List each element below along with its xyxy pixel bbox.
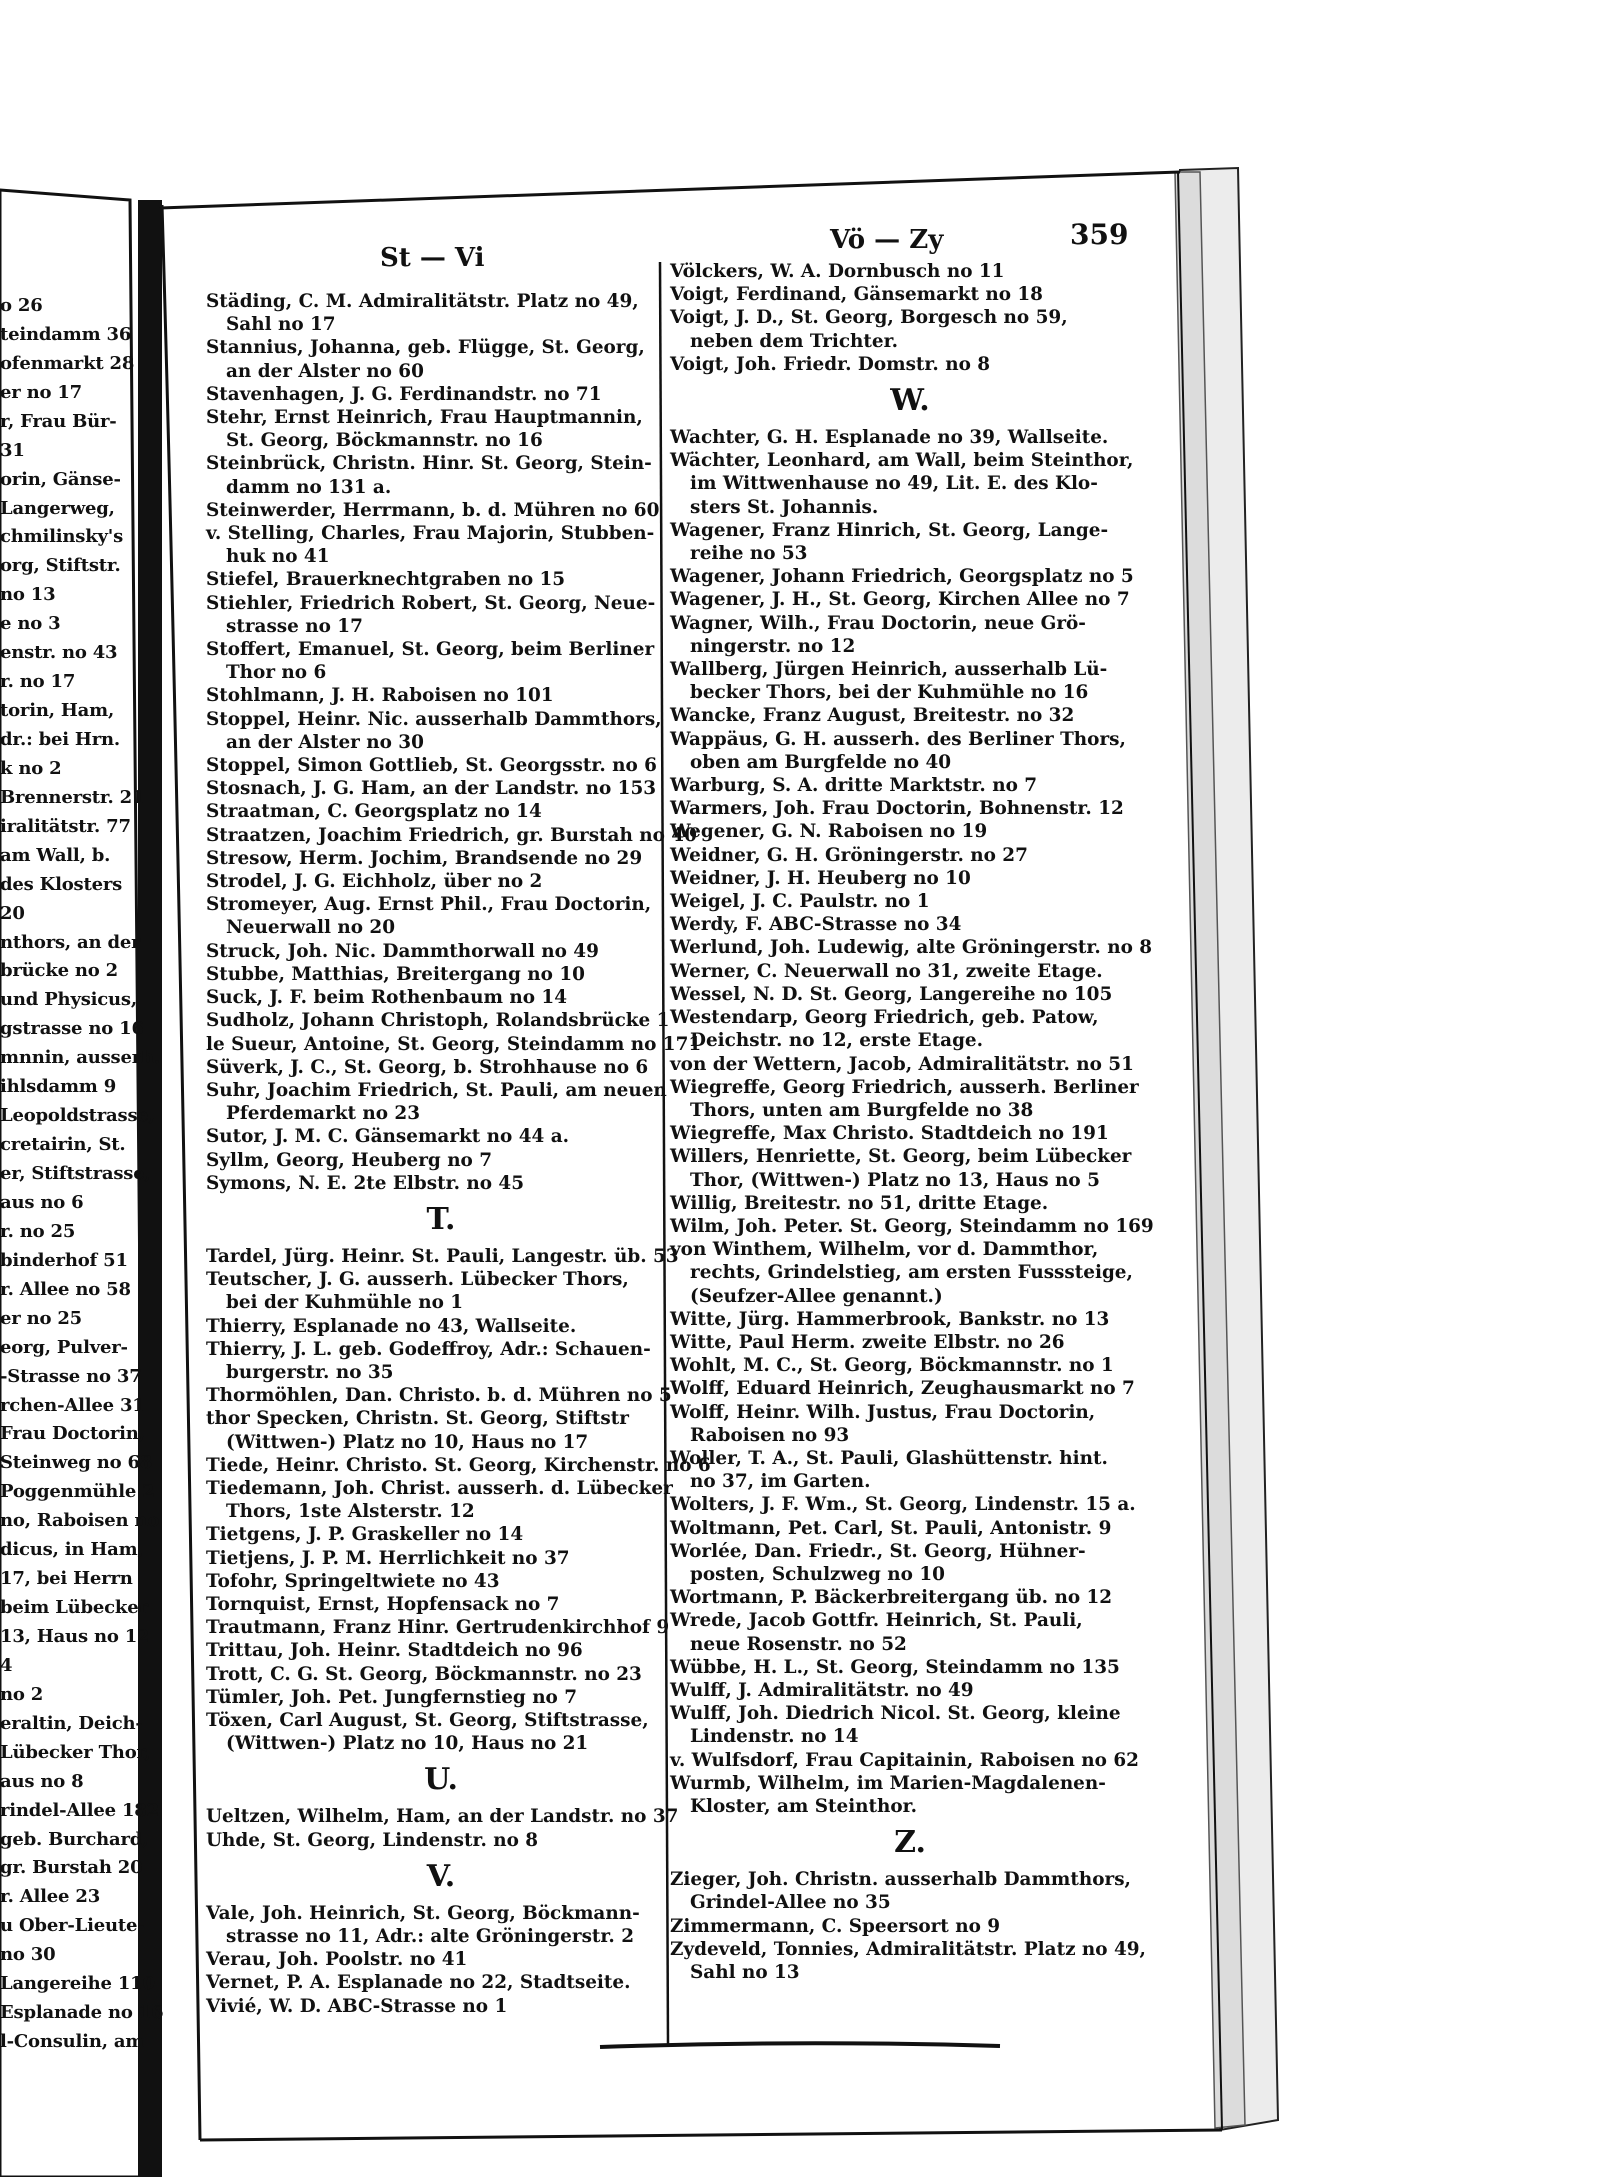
facing-page-fragment: chmilinsky's [0, 526, 124, 548]
directory-entry: Ueltzen, Wilhelm, Ham, an der Landstr. no 37 [206, 1806, 679, 1828]
entry-continuation: becker Thors, bei der Kuhmühle no 16 [690, 682, 1089, 704]
directory-entry: Wancke, Franz August, Breitestr. no 32 [670, 705, 1075, 727]
facing-page-fragment: rindel-Allee 182 [0, 1799, 159, 1821]
directory-entry: Tornquist, Ernst, Hopfensack no 7 [206, 1593, 560, 1615]
directory-entry: Voigt, Joh. Friedr. Domstr. no 8 [670, 353, 991, 375]
directory-entry: Tümler, Joh. Pet. Jungfernstieg no 7 [206, 1686, 578, 1708]
facing-page-fragment: aus no 6 [0, 1191, 84, 1213]
facing-page-fragment: Langerweg, [0, 497, 115, 519]
directory-entry: Warmers, Joh. Frau Doctorin, Bohnenstr. 12 [670, 798, 1124, 820]
directory-entry: Werlund, Joh. Ludewig, alte Gröningerstr. no 8 [670, 937, 1153, 959]
facing-page-fragment: o 26 [0, 295, 43, 316]
facing-page-fragment: org, Stiftstr. [0, 555, 121, 577]
directory-entry: Tofohr, Springeltwiete no 43 [206, 1570, 500, 1592]
page-curl-left [162, 205, 200, 2140]
section-letter-heading: V. [426, 1858, 456, 1894]
directory-entry: Wegener, G. N. Raboisen no 19 [670, 821, 988, 843]
entry-continuation: rechts, Grindelstieg, am ersten Fusssteige, [690, 1262, 1133, 1284]
directory-entry: Zimmermann, C. Speersort no 9 [670, 1915, 1001, 1937]
directory-entry: Tietjens, J. P. M. Herrlichkeit no 37 [206, 1547, 570, 1569]
directory-entry: Sutor, J. M. C. Gänsemarkt no 44 a. [206, 1126, 570, 1148]
directory-entry: Wulff, J. Admiralitätstr. no 49 [670, 1679, 974, 1701]
entry-continuation: St. Georg, Böckmannstr. no 16 [226, 430, 543, 452]
facing-page-fragment: no 13 [0, 584, 56, 606]
directory-entry: Vernet, P. A. Esplanade no 22, Stadtseite. [206, 1972, 631, 1994]
directory-entry: Tardel, Jürg. Heinr. St. Pauli, Langestr. üb. 53 [206, 1245, 679, 1267]
directory-entry: Werdy, F. ABC-Strasse no 34 [670, 914, 962, 936]
directory-entry: Voigt, Ferdinand, Gänsemarkt no 18 [670, 284, 1043, 306]
directory-entry: Wübbe, H. L., St. Georg, Steindamm no 135 [670, 1656, 1120, 1678]
facing-page-fragment: 31 [0, 439, 25, 461]
directory-entry: Straatman, C. Georgsplatz no 14 [206, 801, 542, 823]
facing-page-fragment: beim Lübecker [0, 1597, 148, 1619]
directory-entry: Wulff, Joh. Diedrich Nicol. St. Georg, kleine [670, 1703, 1121, 1725]
directory-entry: Töxen, Carl August, St. Georg, Stiftstrasse, [206, 1709, 649, 1731]
entry-continuation: ningerstr. no 12 [690, 635, 856, 657]
directory-entry: Steinbrück, Christn. Hinr. St. Georg, Stein- [206, 453, 652, 475]
facing-page-fragment: enstr. no 43 [0, 642, 118, 664]
facing-page-fragment: ihlsdamm 9 [0, 1076, 117, 1098]
directory-entry: Stannius, Johanna, geb. Flügge, St. Georg, [206, 337, 645, 359]
directory-entry: Weidner, G. H. Gröningerstr. no 27 [670, 844, 1028, 866]
directory-entry: Stromeyer, Aug. Ernst Phil., Frau Doctorin, [206, 894, 652, 916]
facing-page-fragment: eraltin, Deich- [0, 1712, 143, 1734]
directory-entry: Wächter, Leonhard, am Wall, beim Steinthor, [670, 450, 1134, 472]
directory-entry: Willig, Breitestr. no 51, dritte Etage. [670, 1192, 1049, 1214]
directory-entry: Trautmann, Franz Hinr. Gertrudenkirchhof 9 [206, 1617, 670, 1639]
directory-entry: Wagener, J. H., St. Georg, Kirchen Allee no 7 [670, 589, 1130, 611]
entry-continuation: neue Rosenstr. no 52 [690, 1633, 907, 1655]
directory-entry: le Sueur, Antoine, St. Georg, Steindamm no 171 [206, 1033, 702, 1055]
entry-continuation: oben am Burgfelde no 40 [690, 751, 952, 773]
directory-entry: Woltmann, Pet. Carl, St. Pauli, Antonistr. 9 [670, 1517, 1112, 1539]
directory-entry: Syllm, Georg, Heuberg no 7 [206, 1149, 493, 1171]
directory-entry: Steinwerder, Herrmann, b. d. Mühren no 60 [206, 499, 660, 521]
facing-page-fragment: torin, Ham, [0, 700, 115, 722]
facing-page-fragment: dr.: bei Hrn. [0, 729, 120, 751]
facing-page-fragment: nthors, an der [0, 931, 141, 953]
directory-entry: Stubbe, Matthias, Breitergang no 10 [206, 963, 585, 985]
directory-entry: Uhde, St. Georg, Lindenstr. no 8 [206, 1829, 539, 1851]
entry-continuation: Grindel-Allee no 35 [690, 1892, 891, 1914]
facing-page-fragment: und Physicus, [0, 989, 137, 1011]
entry-continuation: Thor, (Wittwen-) Platz no 13, Haus no 5 [690, 1169, 1100, 1191]
directory-entry: Witte, Paul Herm. zweite Elbstr. no 26 [670, 1331, 1065, 1353]
column-vo-zy [670, 260, 1154, 1984]
directory-entry: Wortmann, P. Bäckerbreitergang üb. no 12 [670, 1587, 1113, 1609]
directory-entry: Süverk, J. C., St. Georg, b. Strohhause no 6 [206, 1056, 649, 1078]
directory-entry: Vivié, W. D. ABC-Strasse no 1 [206, 1995, 508, 2017]
facing-page-fragment: 20 [0, 902, 25, 924]
entry-continuation: Thors, unten am Burgfelde no 38 [690, 1099, 1034, 1121]
entry-continuation: an der Alster no 30 [226, 731, 424, 753]
facing-page-fragment: r. Allee 23 [0, 1886, 101, 1908]
directory-entry: v. Wulfsdorf, Frau Capitainin, Raboisen no 62 [670, 1749, 1139, 1771]
directory-entry: von Winthem, Wilhelm, vor d. Dammthor, [670, 1239, 1099, 1261]
facing-page-fragment: 13, Haus no 12 [0, 1625, 150, 1647]
directory-entry: thor Specken, Christn. St. Georg, Stiftstr [206, 1408, 629, 1430]
directory-entry: Tiedemann, Joh. Christ. ausserh. d. Lübecker [206, 1477, 673, 1499]
facing-page-fragment: no, Raboisen no [0, 1510, 160, 1532]
entry-continuation: neben dem Trichter. [690, 330, 899, 352]
facing-page-fragment: eorg, Pulver- [0, 1336, 128, 1358]
section-letter-heading: T. [426, 1201, 456, 1237]
directory-entry: Weigel, J. C. Paulstr. no 1 [670, 891, 930, 913]
facing-page-fragment: am Wall, b. [0, 844, 111, 866]
directory-entry: Suhr, Joachim Friedrich, St. Pauli, am neuen [206, 1079, 667, 1101]
directory-entry: Städing, C. M. Admiralitätstr. Platz no 49, [206, 291, 639, 312]
directory-entry: Wagener, Franz Hinrich, St. Georg, Lange- [670, 519, 1109, 541]
directory-entry: Willers, Henriette, St. Georg, beim Lübecker [670, 1146, 1132, 1168]
directory-entry: Teutscher, J. G. ausserh. Lübecker Thors, [206, 1269, 629, 1291]
directory-entry: Verau, Joh. Poolstr. no 41 [206, 1949, 468, 1971]
page-number: 359 [1070, 218, 1129, 251]
facing-page-fragment: r. Allee no 58 [0, 1278, 131, 1300]
directory-entry: Wolff, Heinr. Wilh. Justus, Frau Doctorin, [670, 1401, 1096, 1423]
directory-entry: Wagner, Wilh., Frau Doctorin, neue Grö- [670, 612, 1086, 634]
directory-entry: Tiede, Heinr. Christo. St. Georg, Kirchenstr. no 6 [206, 1454, 711, 1476]
directory-entry: Zydeveld, Tonnies, Admiralitätstr. Platz no 49, [670, 1938, 1146, 1960]
directory-entry: Stresow, Herm. Jochim, Brandsende no 29 [206, 847, 643, 869]
facing-page-fragment: aus no 8 [0, 1770, 84, 1792]
directory-entry: Wolters, J. F. Wm., St. Georg, Lindenstr. 15 a. [670, 1494, 1136, 1516]
facing-page-fragment: Frau Doctorin, [0, 1423, 145, 1445]
directory-entry: Stiefel, Brauerknechtgraben no 15 [206, 569, 566, 591]
facing-page-fragment: Lübecker Thor, [0, 1741, 151, 1763]
facing-page-fragment: no 30 [0, 1944, 56, 1966]
facing-page-fragment: orin, Gänse- [0, 468, 121, 490]
facing-page-fragment: gstrasse no 16 [0, 1018, 144, 1040]
entry-continuation: reihe no 53 [690, 543, 808, 565]
entry-continuation: Sahl no 13 [690, 1962, 800, 1984]
directory-entry: Werner, C. Neuerwall no 31, zweite Etage. [670, 960, 1103, 982]
directory-entry: v. Stelling, Charles, Frau Majorin, Stubben- [206, 523, 655, 545]
running-head-left: St — Vi [380, 243, 485, 273]
page-border-bottom [200, 2130, 1222, 2140]
directory-entry: Thierry, J. L. geb. Godeffroy, Adr.: Schauen- [206, 1338, 651, 1360]
entry-continuation: Sahl no 17 [226, 314, 336, 336]
facing-page-fragment: Leopoldstrasse, [0, 1105, 155, 1127]
directory-entry: Wiegreffe, Max Christo. Stadtdeich no 191 [670, 1123, 1109, 1145]
facing-page-fragment: dicus, in Ham, [0, 1539, 144, 1561]
directory-entry: Struck, Joh. Nic. Dammthorwall no 49 [206, 940, 599, 962]
directory-entry: Witte, Jürg. Hammerbrook, Bankstr. no 13 [670, 1308, 1110, 1330]
facing-page-fragment: er no 25 [0, 1307, 83, 1329]
directory-entry: Sudholz, Johann Christoph, Rolandsbrücke 1 [206, 1010, 670, 1032]
facing-page-fragment: no 2 [0, 1683, 44, 1705]
directory-entry: Thierry, Esplanade no 43, Wallseite. [206, 1315, 577, 1337]
directory-entry: Westendarp, Georg Friedrich, geb. Patow, [670, 1007, 1099, 1029]
facing-page-fragment: r, Frau Bür- [0, 410, 117, 432]
facing-page-fragment: er, Stiftstrasse, [0, 1163, 151, 1185]
entry-continuation: sters St. Johannis. [690, 496, 879, 518]
directory-entry: Wohlt, M. C., St. Georg, Böckmannstr. no 1 [670, 1355, 1114, 1377]
facing-page-fragment: Langereihe 110 [0, 1973, 155, 1995]
directory-entry: Zieger, Joh. Christn. ausserhalb Dammthors, [670, 1869, 1131, 1891]
directory-entry: Voigt, J. D., St. Georg, Borgesch no 59, [670, 307, 1068, 329]
directory-entry: Thormöhlen, Dan. Christo. b. d. Mühren no 5 [206, 1385, 672, 1407]
directory-entry: Wurmb, Wilhelm, im Marien-Magdalenen- [670, 1772, 1106, 1794]
directory-entry: Stoppel, Heinr. Nic. ausserhalb Dammthors, [206, 708, 662, 730]
directory-entry: Stiehler, Friedrich Robert, St. Georg, Neue- [206, 592, 656, 614]
facing-page-fragment: er no 17 [0, 381, 83, 403]
section-letter-heading: U. [424, 1762, 458, 1798]
directory-entry: Stohlmann, J. H. Raboisen no 101 [206, 685, 554, 707]
directory-entry: Wrede, Jacob Gottfr. Heinrich, St. Pauli, [670, 1610, 1083, 1632]
facing-page-fragment: k no 2 [0, 757, 62, 779]
directory-entry: Trott, C. G. St. Georg, Böckmannstr. no 23 [206, 1663, 642, 1685]
facing-page-fragment: gr. Burstah 20 [0, 1857, 143, 1879]
facing-page-fragment: rchen-Allee 31 [0, 1394, 145, 1416]
section-letter-heading: Z. [894, 1825, 926, 1861]
directory-entry: Wessel, N. D. St. Georg, Langereihe no 105 [670, 983, 1113, 1005]
directory-entry: Wappäus, G. H. ausserh. des Berliner Thors, [670, 728, 1126, 750]
entry-continuation: Raboisen no 93 [690, 1424, 850, 1446]
directory-entry: Weidner, J. H. Heuberg no 10 [670, 867, 971, 889]
directory-entry: Vale, Joh. Heinrich, St. Georg, Böckmann- [206, 1902, 640, 1924]
facing-page-fragment: 4 [0, 1654, 13, 1676]
entry-continuation: (Wittwen-) Platz no 10, Haus no 21 [226, 1733, 589, 1755]
entry-continuation: strasse no 11, Adr.: alte Gröningerstr. 2 [226, 1926, 635, 1947]
facing-page-fragment: Brennerstr. 21 [0, 786, 145, 808]
section-letter-heading: W. [890, 383, 930, 419]
facing-page-fragment: r. no 25 [0, 1220, 76, 1242]
directory-entry: Strodel, J. G. Eichholz, über no 2 [206, 871, 543, 893]
facing-page-fragment: brücke no 2 [0, 960, 118, 982]
entry-continuation: Deichstr. no 12, erste Etage. [690, 1030, 984, 1052]
directory-entry: Wagener, Johann Friedrich, Georgsplatz no 5 [670, 566, 1134, 588]
directory-entry: Stoffert, Emanuel, St. Georg, beim Berliner [206, 639, 655, 661]
directory-entry: Stoppel, Simon Gottlieb, St. Georgsstr. no 6 [206, 755, 657, 777]
facing-page-fragment: l-Consulin, am [0, 2031, 145, 2053]
directory-entry: Stavenhagen, J. G. Ferdinandstr. no 71 [206, 383, 602, 405]
directory-entry: Trittau, Joh. Heinr. Stadtdeich no 96 [206, 1640, 583, 1662]
entry-continuation: no 37, im Garten. [690, 1471, 871, 1493]
entry-continuation: posten, Schulzweg no 10 [690, 1563, 945, 1585]
directory-entry: Wiegreffe, Georg Friedrich, ausserh. Berliner [670, 1076, 1139, 1098]
facing-page-fragment: Poggenmühle 2 [0, 1481, 155, 1503]
facing-page-fragment: -Strasse no 37 [0, 1365, 142, 1387]
directory-entry: Wilm, Joh. Peter. St. Georg, Steindamm no 169 [670, 1215, 1154, 1237]
running-head-right: Vö — Zy [830, 225, 944, 255]
directory-entry: von der Wettern, Jacob, Admiralitätstr. no 51 [670, 1053, 1134, 1075]
directory-entry: Wallberg, Jürgen Heinrich, ausserhalb Lü- [670, 659, 1108, 681]
entry-continuation: huk no 41 [226, 546, 330, 568]
column-st-vi [206, 290, 711, 2018]
directory-entry: Woller, T. A., St. Pauli, Glashüttenstr. hint. [670, 1447, 1108, 1469]
directory-entry: Straatzen, Joachim Friedrich, gr. Burstah no 40 [206, 824, 697, 846]
entry-continuation: Kloster, am Steinthor. [690, 1796, 918, 1817]
facing-page-fragment: mnnin, ausserh. [0, 1047, 160, 1069]
facing-page-fragment: u Ober-Lieute- [0, 1915, 145, 1937]
facing-page-fragment: des Klosters [0, 873, 123, 895]
directory-entry: Worlée, Dan. Friedr., St. Georg, Hühner- [670, 1540, 1086, 1562]
directory-entry: Tietgens, J. P. Graskeller no 14 [206, 1524, 524, 1546]
entry-continuation: Thor no 6 [226, 662, 327, 684]
directory-entry: Stehr, Ernst Heinrich, Frau Hauptmannin, [206, 407, 643, 429]
directory-entry: Suck, J. F. beim Rothenbaum no 14 [206, 987, 568, 1009]
facing-page-fragment: Esplanade no 16 [0, 2002, 164, 2024]
facing-page-fragment: ofenmarkt 28 [0, 352, 135, 374]
entry-continuation: Neuerwall no 20 [226, 917, 396, 939]
facing-page-fragment: iralitätstr. 77 [0, 815, 131, 837]
entry-continuation: (Seufzer-Allee genannt.) [690, 1285, 943, 1307]
facing-page-fragment: r. no 17 [0, 671, 76, 693]
entry-continuation: Lindenstr. no 14 [690, 1726, 859, 1748]
directory-entry: Völckers, W. A. Dornbusch no 11 [670, 261, 1005, 282]
directory-entry: Wachter, G. H. Esplanade no 39, Wallseite. [670, 427, 1109, 449]
facing-page-fragment: binderhof 51 [0, 1249, 128, 1271]
entry-continuation: burgerstr. no 35 [226, 1361, 394, 1383]
facing-page-fragment: Steinweg no 68 [0, 1452, 153, 1474]
end-rule [600, 2043, 1000, 2047]
directory-entry: Stosnach, J. G. Ham, an der Landstr. no 153 [206, 778, 657, 800]
entry-continuation: strasse no 17 [226, 615, 363, 637]
entry-continuation: Pferdemarkt no 23 [226, 1103, 421, 1125]
entry-continuation: an der Alster no 60 [226, 360, 424, 382]
gutter-shadow [138, 200, 162, 2177]
directory-entry: Symons, N. E. 2te Elbstr. no 45 [206, 1172, 525, 1194]
facing-page-fragment: teindamm 36 [0, 323, 132, 345]
directory-entry: Warburg, S. A. dritte Marktstr. no 7 [670, 775, 1038, 797]
entry-continuation: damm no 131 a. [226, 476, 392, 498]
facing-page-fragment: e no 3 [0, 613, 61, 635]
directory-entry: Wolff, Eduard Heinrich, Zeughausmarkt no 7 [670, 1378, 1135, 1400]
page-border-top [160, 172, 1180, 208]
entry-continuation: im Wittwenhause no 49, Lit. E. des Klo- [690, 473, 1098, 495]
entry-continuation: bei der Kuhmühle no 1 [226, 1292, 464, 1314]
entry-continuation: (Wittwen-) Platz no 10, Haus no 17 [226, 1431, 589, 1453]
facing-page-fragment: 17, bei Herrn [0, 1568, 133, 1590]
facing-page-fragment: geb. Burchard, [0, 1828, 149, 1850]
facing-page-fragment: cretairin, St. [0, 1134, 126, 1156]
entry-continuation: Thors, 1ste Alsterstr. 12 [226, 1501, 475, 1523]
